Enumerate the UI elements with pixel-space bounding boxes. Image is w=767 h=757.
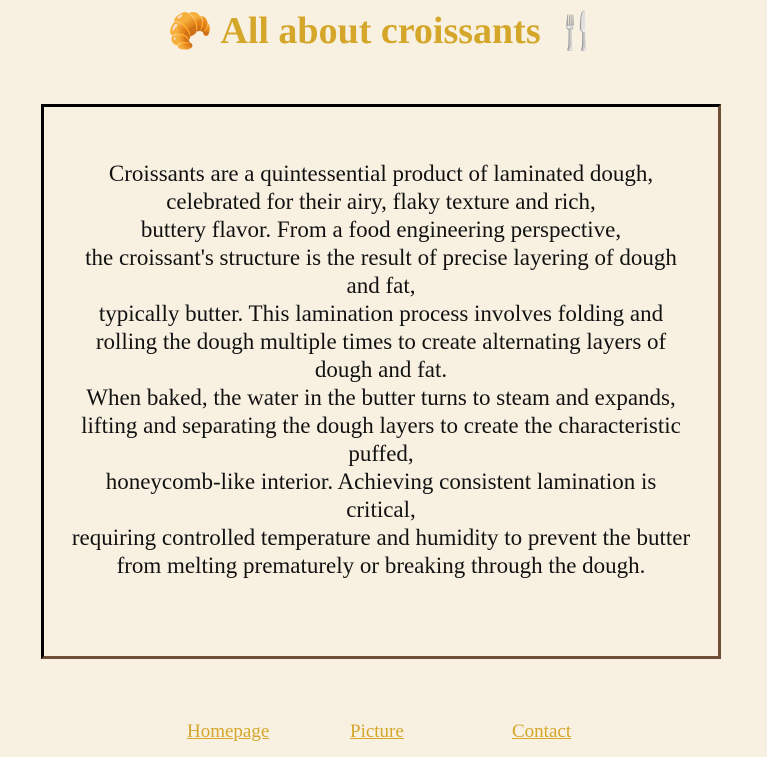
description-line: celebrated for their airy, flaky texture and rich, [166, 189, 596, 214]
croissant-icon: 🥐 [167, 11, 213, 51]
description-line: When baked, the water in the butter turns to steam and expands, [86, 385, 676, 410]
description-line: buttery flavor. From a food engineering perspective, [140, 217, 622, 242]
content-box [41, 104, 721, 659]
page-title-text: All about croissants [220, 10, 541, 52]
homepage-link[interactable]: Homepage [187, 721, 270, 742]
description-line: typically butter. This lamination process involves folding and rolling the dough multiple times to create alternating layers of dough and fat. [95, 301, 667, 382]
description-line: Croissants are a quintessential product of laminated dough, [108, 161, 654, 186]
picture-link[interactable]: Picture [350, 721, 404, 742]
page-title [0, 8, 767, 54]
fork-and-knife-icon: 🍴 [554, 11, 600, 51]
description-line: honeycomb-like interior. Achieving consistent lamination is critical, [105, 469, 657, 522]
description-line: lifting and separating the dough layers to create the characteristic puffed, [81, 413, 681, 466]
footer-nav [0, 719, 767, 745]
contact-link[interactable]: Contact [512, 721, 572, 742]
croissant-description [69, 160, 693, 580]
description-line: the croissant's structure is the result of precise layering of dough and fat, [85, 245, 677, 298]
description-line: requiring controlled temperature and humidity to prevent the butter from melting prematurely or breaking through the dough. [71, 525, 691, 578]
